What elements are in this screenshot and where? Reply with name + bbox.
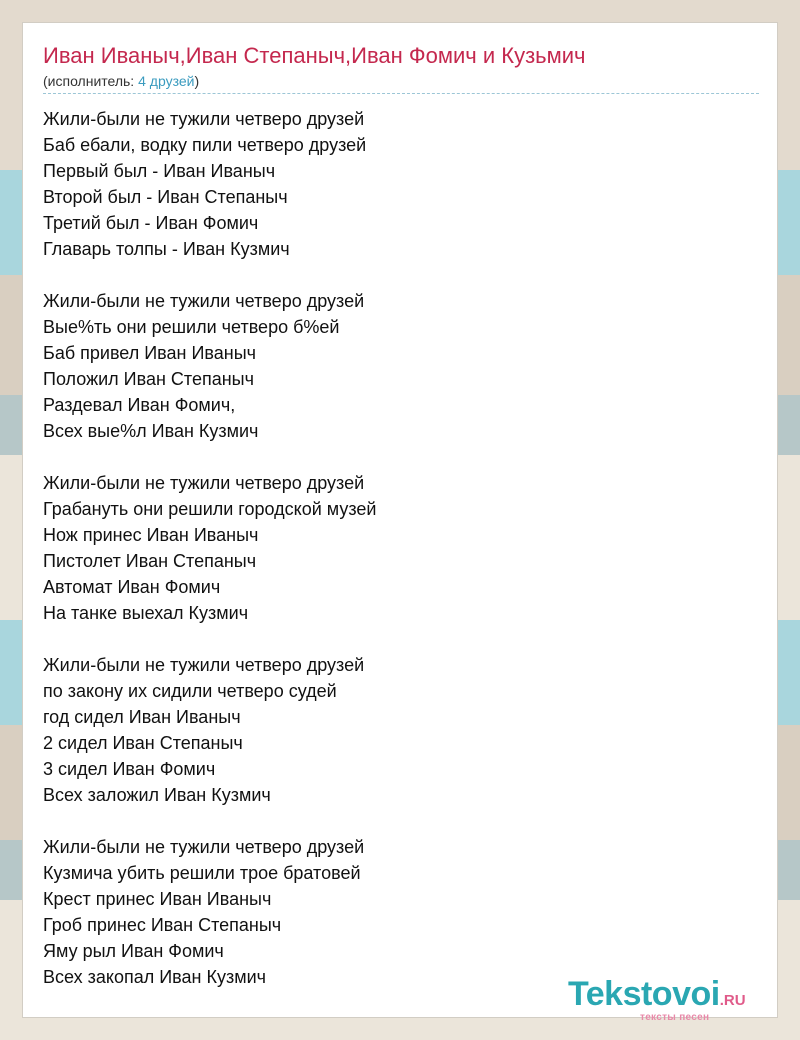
- lyric-line: Баб привел Иван Иваныч: [43, 343, 257, 363]
- lyric-line: Всех заложил Иван Кузмич: [43, 785, 271, 805]
- logo-domain: .RU: [719, 992, 746, 1009]
- lyric-line: Жили-были не тужили четверо друзей: [43, 473, 365, 493]
- lyric-line: Вые%ть они решили четверо б%ей: [43, 317, 340, 337]
- lyric-line: Яму рыл Иван Фомич: [43, 941, 224, 961]
- stanza: [43, 106, 376, 262]
- lyric-line: Первый был - Иван Иваныч: [43, 161, 276, 181]
- performer-link[interactable]: 4 друзей: [138, 73, 195, 89]
- lyric-line: Пистолет Иван Степаныч: [43, 551, 257, 571]
- lyric-line: Гроб принес Иван Степаныч: [43, 915, 282, 935]
- lyric-line: Всех вые%л Иван Кузмич: [43, 421, 259, 441]
- lyrics-card: [22, 22, 778, 1023]
- lyric-line: Жили-были не тужили четверо друзей: [43, 837, 365, 857]
- lyric-line: Положил Иван Степаныч: [43, 369, 254, 389]
- lyric-line: Третий был - Иван Фомич: [43, 213, 259, 233]
- lyric-line: Баб ебали, водку пили четверо друзей: [43, 135, 367, 155]
- lyric-line: год сидел Иван Иваныч: [43, 707, 241, 727]
- logo-wordmark: Tekstovoi: [568, 975, 720, 1013]
- lyric-line: Жили-были не тужили четверо друзей: [43, 109, 365, 129]
- lyric-line: Кузмича убить решили трое братовей: [43, 863, 361, 883]
- lyric-line: Нож принес Иван Иваныч: [43, 525, 259, 545]
- lyric-line: Крест принес Иван Иваныч: [43, 889, 272, 909]
- logo-tagline: тексты песен: [640, 1012, 710, 1023]
- lyric-line: Жили-были не тужили четверо друзей: [43, 655, 365, 675]
- performer-prefix: (исполнитель:: [43, 73, 139, 89]
- title-divider: [43, 93, 759, 94]
- lyric-line: Автомат Иван Фомич: [43, 577, 221, 597]
- lyric-line: 2 сидел Иван Степаныч: [43, 733, 243, 753]
- stanza: [43, 834, 376, 990]
- lyric-line: Главарь толпы - Иван Кузмич: [43, 239, 290, 259]
- performer-suffix: ): [194, 73, 200, 89]
- performer-line: [43, 73, 199, 89]
- lyric-line: Раздевал Иван Фомич,: [43, 395, 236, 415]
- stanza: [43, 470, 376, 626]
- lyric-line: по закону их сидили четверо судей: [43, 681, 337, 701]
- lyric-line: Жили-были не тужили четверо друзей: [43, 291, 365, 311]
- stanza: [43, 652, 376, 808]
- site-logo[interactable]: [568, 975, 746, 1023]
- song-title: Иван Иваныч,Иван Степаныч,Иван Фомич и Кузьмич: [43, 43, 586, 68]
- lyric-line: Второй был - Иван Степаныч: [43, 187, 288, 207]
- lyrics-text: [43, 106, 376, 1016]
- stanza: [43, 288, 376, 444]
- lyric-line: Грабануть они решили городской музей: [43, 499, 377, 519]
- lyric-line: На танке выехал Кузмич: [43, 603, 249, 623]
- lyric-line: Всех закопал Иван Кузмич: [43, 967, 267, 987]
- lyric-line: 3 сидел Иван Фомич: [43, 759, 216, 779]
